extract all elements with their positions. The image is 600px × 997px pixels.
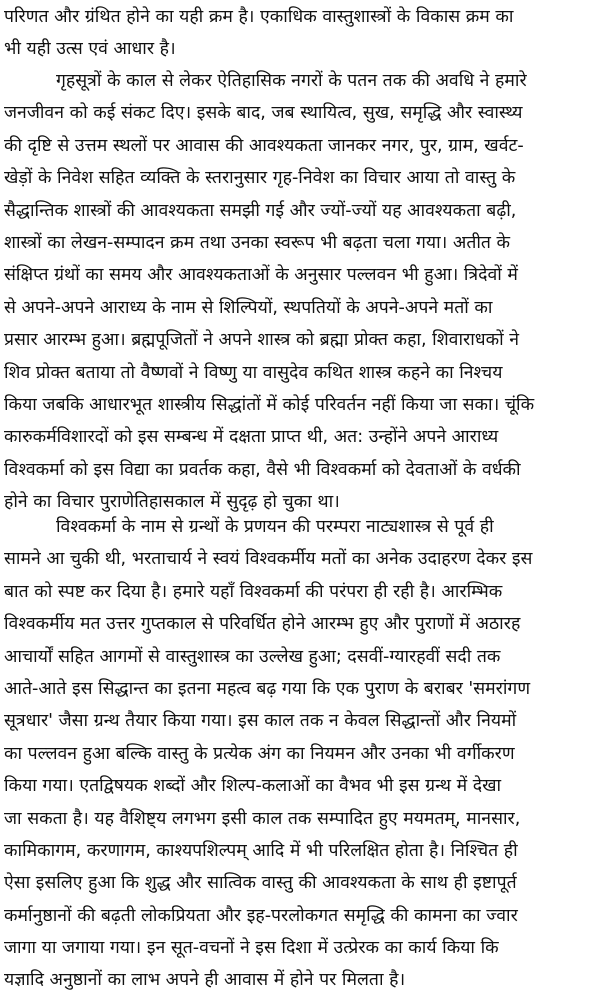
text-line: किया गया। एतद्विषयक शब्दों और शिल्प-कलाओं का वैभव भी इस ग्रन्थ में देखा [4, 776, 502, 797]
text-line: ऐसा इसलिए हुआ कि शुद्ध और सात्विक वास्तु की आवश्यकता के साथ ही इष्टापूर्त [4, 873, 517, 894]
text-line: संक्षिप्त ग्रंथों का समय और आवश्यकताओं के अनुसार पल्लवन भी हुआ। त्रिदेवों में [4, 265, 518, 286]
text-line: आते-आते इस सिद्धान्त का इतना महत्व बढ़ गया कि एक पुराण के बराबर 'समरांगण [4, 678, 531, 699]
text-line: आचार्यों सहित आगमों से वास्तुशास्त्र का उल्लेख हुआ; दसवीं-ग्यारहवीं सदी तक [4, 646, 501, 667]
text-line: से अपने-अपने आराध्य के नाम से शिल्पियों, स्थपतियों के अपने-अपने मतों का [4, 297, 493, 318]
text-line: यज्ञादि अनुष्ठानों का लाभ अपने ही आवास में होने पर मिलता है। [4, 970, 406, 991]
text-line: जागा या जगाया गया। इन सूत-वचनों ने इस दिशा में उत्प्रेरक का कार्य किया कि [4, 938, 499, 959]
paragraph-3 [4, 511, 596, 997]
text-line: सैद्धान्तिक शास्त्रों की आवश्यकता समझी गई और ज्यों-ज्यों यह आवश्यकता बढ़ी, [4, 200, 517, 221]
paragraph-1 [4, 1, 596, 66]
paragraph-2 [4, 65, 596, 518]
text-line: शिव प्रोक्त बताया तो वैष्णवों ने विष्णु या वासुदेव कथित शास्त्र कहने का निश्चय [4, 362, 503, 383]
text-line: जा सकता है। यह वैशिष्ट्य लगभग इसी काल तक सम्पादित हुए मयमतम्, मानसार, [4, 808, 521, 829]
text-line: विश्वकर्मीय मत उत्तर गुप्तकाल से परिवर्धित होने आरम्भ हुए और पुराणों में अठारह [4, 614, 521, 635]
text-line: कर्मानुष्ठानों की बढ़ती लोकप्रियता और इह-परलोकगत समृद्धि की कामना का ज्वार [4, 905, 518, 926]
text-line: जनजीवन को कई संकट दिए। इसके बाद, जब स्थायित्व, सुख, समृद्धि और स्वास्थ्य [4, 103, 523, 124]
text-line: होने का विचार पुराणेतिहासकाल में सुदृढ़ हो चुका था। [4, 492, 340, 513]
text-line: प्रसार आरम्भ हुआ। ब्रह्मपूजितों ने अपने शास्त्र को ब्रह्मा प्रोक्त कहा, शिवाराधकों ने [4, 330, 520, 351]
text-line: गृहसूत्रों के काल से लेकर ऐतिहासिक नगरों के पतन तक की अवधि ने हमारे [56, 71, 527, 91]
text-line: सूत्रधार' जैसा ग्रन्थ तैयार किया गया। इस काल तक न केवल सिद्धान्तों और नियमों [4, 711, 517, 732]
text-line: खेड़ों के निवेश सहित व्यक्ति के स्तरानुसार गृह-निवेश का विचार आया तो वास्तु के [4, 168, 516, 189]
text-line: कारुकर्मविशारदों को इस सम्बन्ध में दक्षता प्राप्त थी, अत: उन्होंने अपने आराध्य [4, 427, 499, 448]
text-line: परिणत और ग्रंथित होने का यही क्रम है। एकाधिक वास्तुशास्त्रों के विकास क्रम का [4, 7, 514, 27]
text-line: विश्वकर्मा के नाम से ग्रन्थों के प्रणयन की परम्परा नाट्यशास्त्र से पूर्व ही [56, 517, 494, 537]
book-page [4, 0, 596, 991]
text-line: का पल्लवन हुआ बल्कि वास्तु के प्रत्येक अंग का नियमन और उनका भी वर्गीकरण [4, 743, 515, 764]
text-line: की दृष्टि से उत्तम स्थलों पर आवास की आवश्यकता जानकर नगर, पुर, ग्राम, खर्वट- [4, 135, 524, 156]
text-line: विश्वकर्मा को इस विद्या का प्रवर्तक कहा, वैसे भी विश्वकर्मा को देवताओं के वर्धकी [4, 459, 521, 480]
text-line: सामने आ चुकी थी, भरताचार्य ने स्वयं विश्वकर्मीय मतों का अनेक उदाहरण देकर इस [4, 549, 533, 570]
text-line: शास्त्रों का लेखन-सम्पादन क्रम तथा उनका स्वरूप भी बढ़ता चला गया। अतीत के [4, 232, 511, 253]
text-line: भी यही उत्स एवं आधार है। [4, 39, 176, 60]
text-line: कामिकागम, करणागम, काश्यपशिल्पम् आदि में भी परिलक्षित होता है। निश्चित ही [4, 840, 518, 861]
text-line: किया जबकि आधारभूत शास्त्रीय सिद्धांतों में कोई परिवर्तन नहीं किया जा सका। चूंकि [4, 394, 535, 415]
text-line: बात को स्पष्ट कर दिया है। हमारे यहाँ विश्वकर्मा की परंपरा ही रही है। आरम्भिक [4, 581, 503, 602]
